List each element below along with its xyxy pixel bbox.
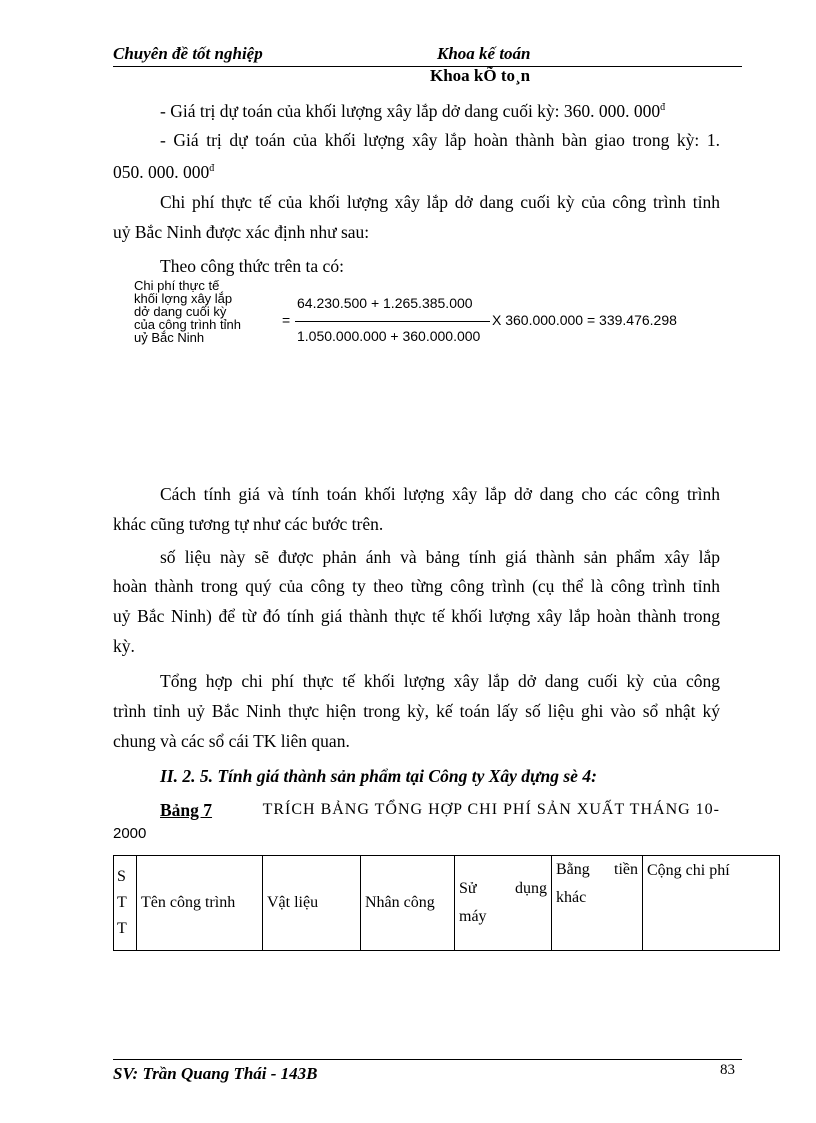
col-other-cash: Bằng tiền khác [552,856,643,951]
col-stt: S T T [114,856,137,951]
page-number: 83 [720,1062,735,1078]
formula-equals: = [282,312,291,328]
para-data-d: kỳ. [113,636,135,656]
table-title-cont: 2000 [113,825,147,842]
para-data-c: uỷ Bắc Ninh) để từ đó tính giá thành thực tế khối lượng xây lắp hoàn thành trong [113,606,720,626]
para-summary-a: Tổng hợp chi phí thực tế khối lượng xây lắp dở dang cuối kỳ của công [160,671,720,691]
footer-student: SV: Trần Quang Thái - 143B [113,1064,318,1083]
header-left: Chuyên đề tốt nghiệp [113,44,263,63]
table-label: Bảng 7 [160,800,213,820]
para-summary-b: trình tỉnh uỷ Bắc Ninh thực hiện trong kỳ, kế toán lấy số liệu ghi vào sổ nhật ký [113,701,720,721]
para-summary-c: chung và các sổ cái TK liên quan. [113,731,350,751]
col-project-name: Tên công trình [137,856,263,951]
table-header-row [114,856,780,951]
para-actual-cost-b: uỷ Bắc Ninh được xác định như sau: [113,222,370,242]
header-rule [113,66,742,67]
formula-numerator: 64.230.500 + 1.265.385.000 [297,295,473,311]
formula-multiplier: X 360.000.000 = 339.476.298 [492,312,677,328]
para-data-b: hoàn thành trong quý của công ty theo từng công trình (cụ thể là công trình tỉnh [113,576,720,596]
header-right: Khoa kế toán [437,44,531,63]
formula-denominator: 1.050.000.000 + 360.000.000 [297,328,481,344]
footer-rule [113,1059,742,1060]
para-method-b: khác cũng tương tự như các bước trên. [113,514,384,534]
line-completed-estimate-cont: 050. 000. $000^đ$ [113,161,215,182]
table-title-line [160,794,720,826]
para-method-a: Cách tính giá và tính toán khối lượng xây lắp dở dang cho các công trình [160,484,720,504]
col-material: Vật liệu [263,856,361,951]
formula-intro: Theo công thức trên ta có: [160,256,344,276]
formula-fraction-bar [295,321,490,322]
section-heading: II. 2. 5. Tính giá thành sản phẩm tại Công ty Xây dựng sè 4: [160,766,597,786]
cost-summary-table [113,855,780,951]
para-actual-cost-a: Chi phí thực tế của khối lượng xây lắp dở dang cuối kỳ của công trình tỉnh [160,192,720,212]
line-wip-estimate: - Giá trị dự toán của khối lượng xây lắp dở dang cuối kỳ: 360. 000. $000^đ$ [160,100,666,121]
table-title: TRÍCH BẢNG TỔNG HỢP CHI PHÍ SẢN XUẤT THÁNG 10- [262,801,720,818]
col-labor: Nhân công [361,856,455,951]
para-data-a: số liệu này sẽ được phản ánh và bảng tính giá thành sản phẩm xây lắp [160,547,720,567]
col-machine: Sử dụng máy [455,856,552,951]
header-garbled: Khoa kÕ to¸n [430,66,531,85]
col-total: Cộng chi phí [643,856,780,951]
formula-label: Chi phí thực tế khối lợng xây lắp dở dang cuối kỳ của công trình tỉnh uỷ Bắc Ninh [134,278,241,345]
line-completed-estimate: - Giá trị dự toán của khối lượng xây lắp hoàn thành bàn giao trong kỳ: 1. [160,130,720,150]
